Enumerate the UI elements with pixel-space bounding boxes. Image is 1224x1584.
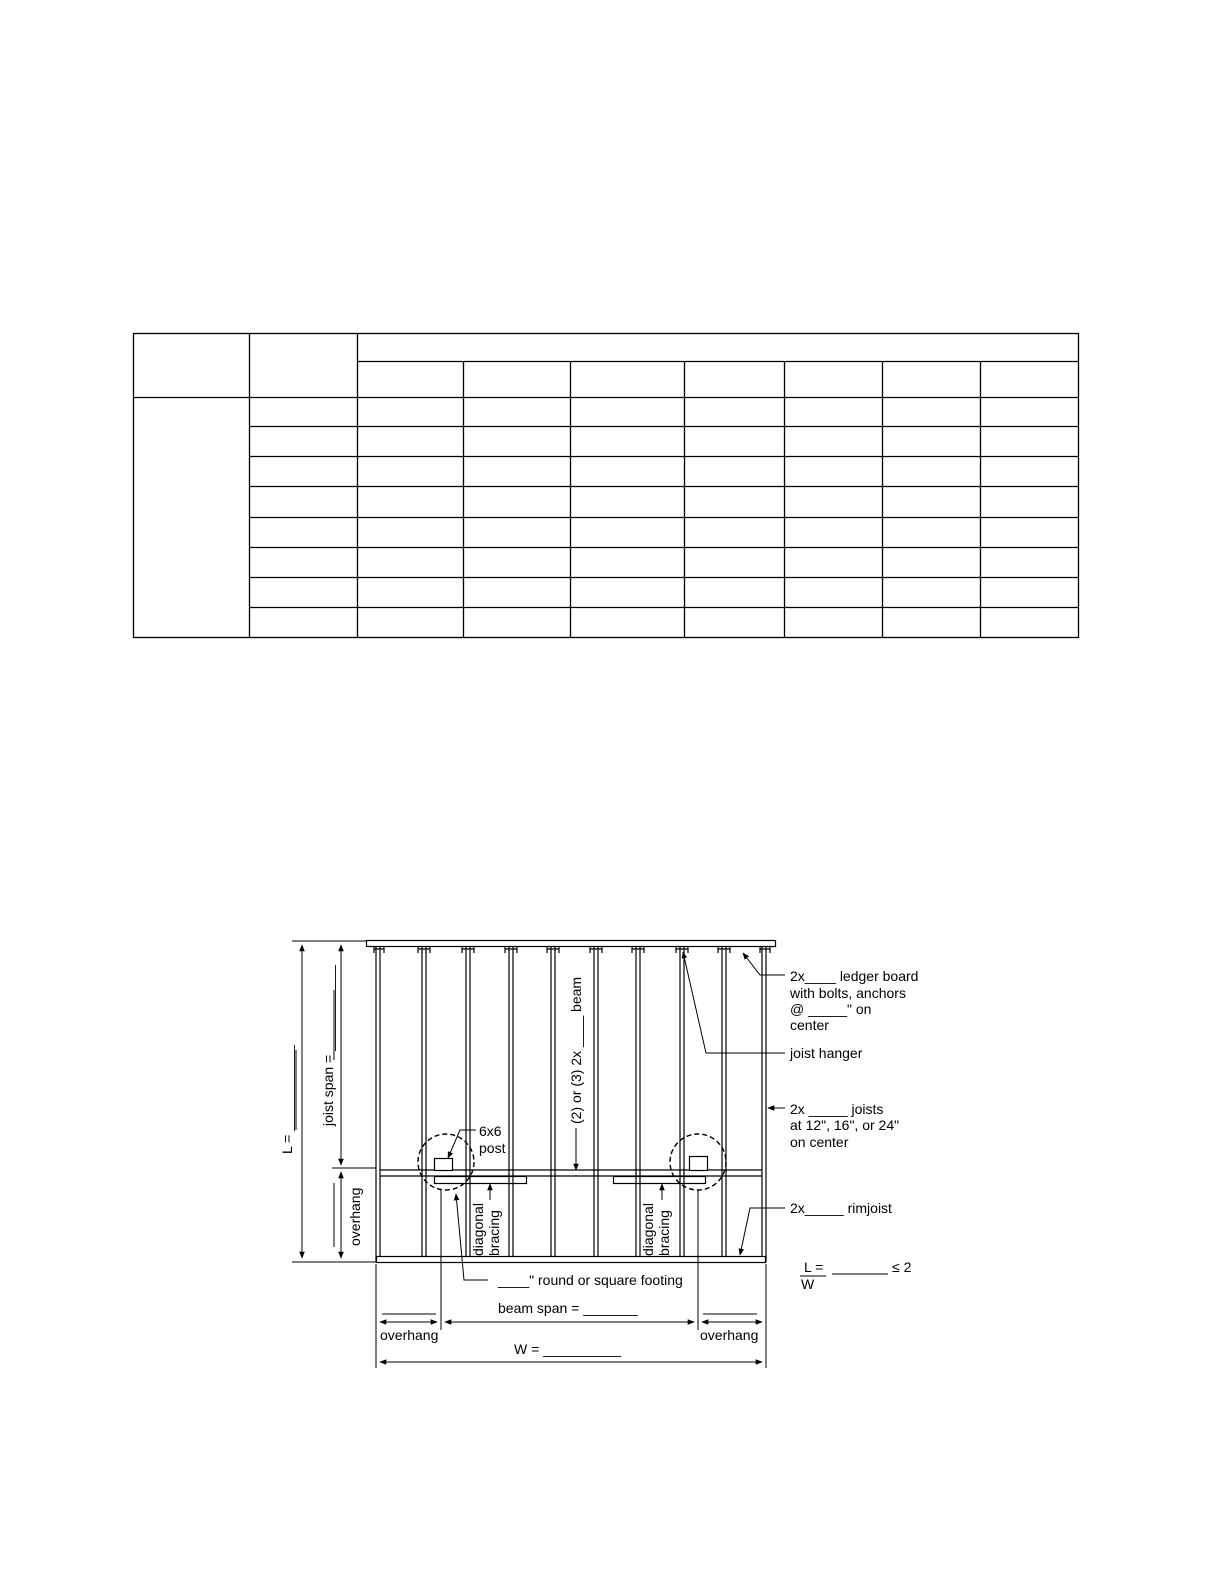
length-label: L = ___________ [279,1045,295,1154]
overhang-left-label: overhang [380,1327,439,1343]
joist-hanger [676,947,688,953]
bracing-plate-right [614,1177,706,1184]
ratio-rhs-label: ≤ 2 [892,1259,912,1275]
ledger-label-4: center [790,1017,829,1033]
joist-hanger-label: joist hanger [790,1045,863,1061]
joist-span-label: joist span = ___________ [320,965,336,1126]
joist-hanger [718,947,730,953]
ledger-label-1: 2x____ ledger board [790,968,919,984]
beam-span-label: beam span = _______ [498,1300,638,1316]
ledger-label-3: @ _____" on [790,1001,872,1017]
bracing-left-label-2: bracing [486,1210,502,1256]
width-label: W = __________ [514,1341,622,1357]
ledger-leader [743,953,785,975]
ledger-label-2: with bolts, anchors [790,985,906,1001]
rimjoist-label: 2x_____ rimjoist [790,1200,892,1216]
diagram-labels [279,965,918,1357]
rim-joist [377,1257,766,1263]
post-label-2: post [479,1140,506,1156]
bracing-right-label-1: diagonal [640,1203,656,1256]
joist-hanger-leader [683,952,785,1053]
joists-label-2: at 12", 16", or 24" [790,1117,900,1133]
bracing-left-label-1: diagonal [470,1203,486,1256]
overhang-vertical-label: overhang [347,1187,363,1246]
ratio-bottom-label: W [801,1276,815,1292]
joist-hanger [418,947,430,953]
footing-label: ____" round or square footing [498,1272,683,1288]
post-left [435,1159,453,1171]
bracing-right-label-2: bracing [656,1210,672,1256]
joists-label-3: on center [790,1134,849,1150]
joist-hanger [590,947,602,953]
joist-hanger [462,947,474,953]
post-right [690,1157,708,1171]
ratio-top-label: L = [804,1259,824,1275]
joist-hanger [547,947,559,953]
beam-label: (2) or (3) 2x ____ beam [568,976,584,1124]
post-label-1: 6x6 [479,1123,502,1139]
overhang-right-label: overhang [700,1327,759,1343]
ledger-board [367,941,776,947]
joist-hanger [632,947,644,953]
joist-hanger [505,947,517,953]
joists-label-1: 2x _____ joists [790,1101,884,1117]
